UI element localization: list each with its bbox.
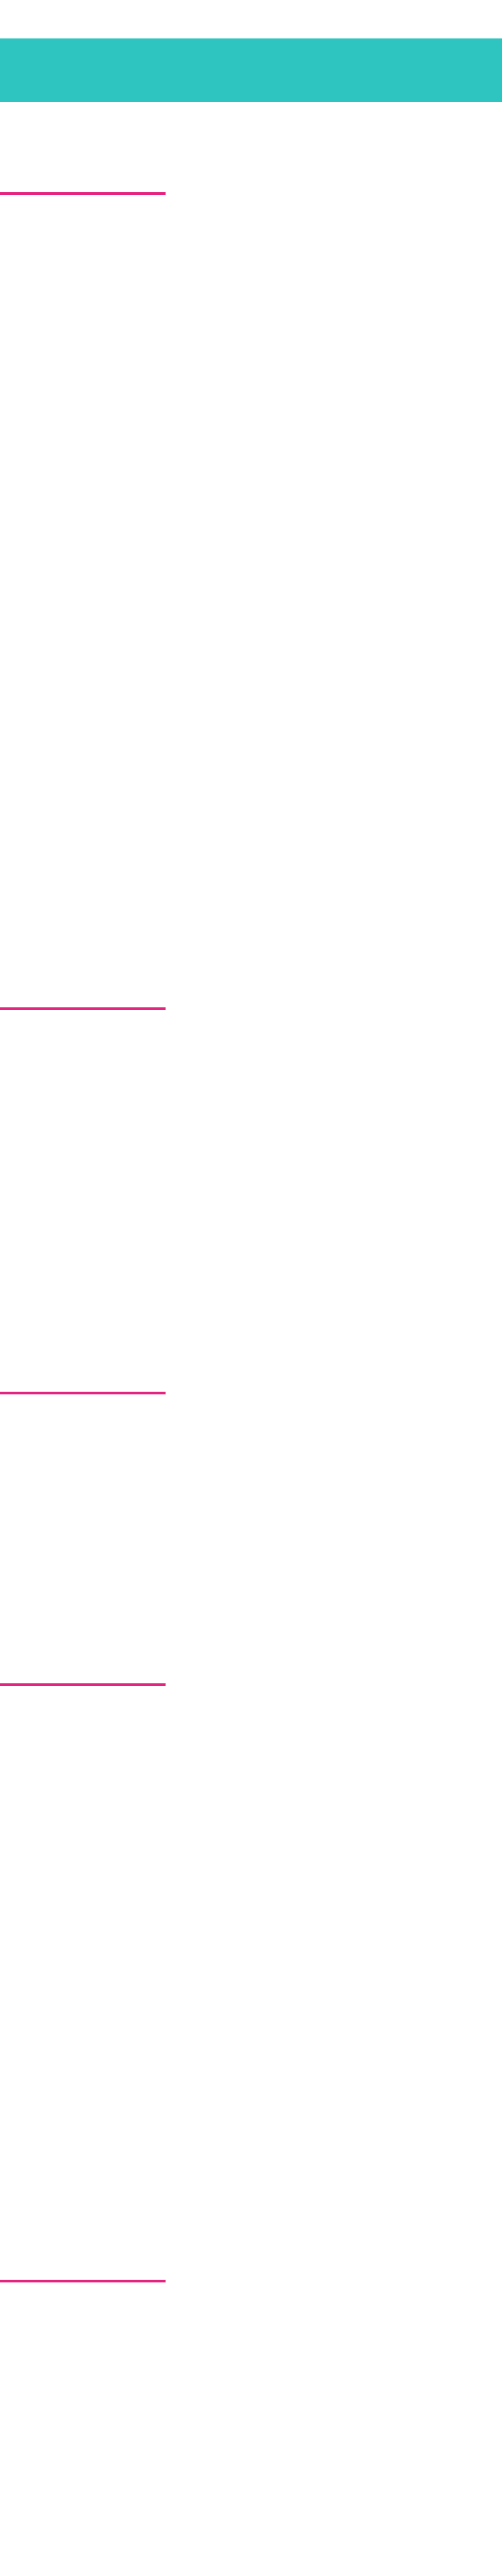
section-informations-complementaires [0,1683,502,2267]
section-bon-a-savoir [0,1007,502,1378]
section-heading-rule [0,192,166,195]
section-body [0,1703,502,2260]
section-body [0,212,502,987]
title-band [0,38,502,102]
section-programme [0,192,502,994]
section-heading-rule [0,1683,166,1686]
section-heading-rule [0,2280,166,2282]
section-heading-rule [0,1007,166,1010]
section-informations-vols [0,2280,502,2558]
section-heading-rule [0,1392,166,1394]
section-body [0,1412,502,1663]
section-hebergement [0,1392,502,1670]
section-body [0,2300,502,2551]
section-body [0,1027,502,1372]
intro-block [0,116,502,169]
